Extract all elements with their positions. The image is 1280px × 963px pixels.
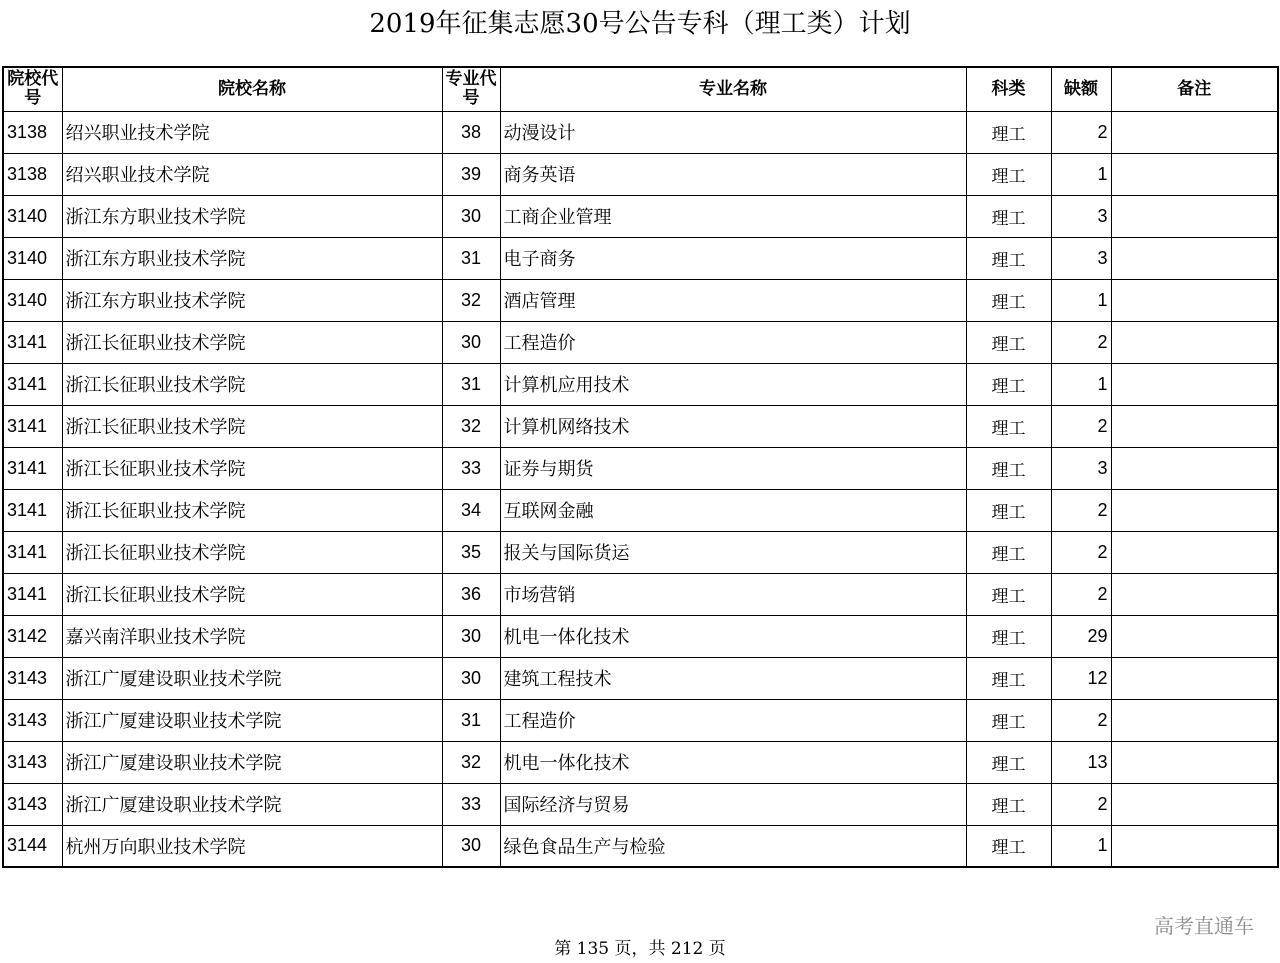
cell-vacancies: 2 xyxy=(1051,405,1111,447)
cell-major-name: 酒店管理 xyxy=(500,279,966,321)
cell-category: 理工 xyxy=(966,321,1051,363)
cell-school-name: 浙江东方职业技术学院 xyxy=(62,237,442,279)
cell-major-code: 34 xyxy=(442,489,500,531)
cell-remarks xyxy=(1111,447,1278,489)
cell-major-code: 30 xyxy=(442,195,500,237)
cell-major-code: 38 xyxy=(442,111,500,153)
cell-major-name: 建筑工程技术 xyxy=(500,657,966,699)
watermark-text: 高考直通车 xyxy=(1154,914,1254,938)
cell-major-code: 31 xyxy=(442,363,500,405)
cell-remarks xyxy=(1111,405,1278,447)
cell-school-code: 3140 xyxy=(3,237,62,279)
cell-vacancies: 2 xyxy=(1051,489,1111,531)
cell-school-name: 浙江长征职业技术学院 xyxy=(62,447,442,489)
cell-school-code: 3141 xyxy=(3,321,62,363)
cell-vacancies: 1 xyxy=(1051,279,1111,321)
cell-remarks xyxy=(1111,531,1278,573)
table-row xyxy=(3,321,1278,363)
table-row xyxy=(3,363,1278,405)
cell-category: 理工 xyxy=(966,195,1051,237)
cell-major-name: 商务英语 xyxy=(500,153,966,195)
cell-school-code: 3140 xyxy=(3,195,62,237)
cell-school-name: 浙江广厦建设职业技术学院 xyxy=(62,657,442,699)
cell-school-name: 绍兴职业技术学院 xyxy=(62,153,442,195)
cell-school-name: 浙江长征职业技术学院 xyxy=(62,321,442,363)
cell-remarks xyxy=(1111,699,1278,741)
cell-vacancies: 13 xyxy=(1051,741,1111,783)
cell-category: 理工 xyxy=(966,279,1051,321)
document-title: 2019年征集志愿30号公告专科（理工类）计划 xyxy=(369,9,911,39)
cell-major-name: 工程造价 xyxy=(500,321,966,363)
cell-major-name: 国际经济与贸易 xyxy=(500,783,966,825)
cell-remarks xyxy=(1111,153,1278,195)
table-row xyxy=(3,405,1278,447)
table-row xyxy=(3,699,1278,741)
cell-school-code: 3141 xyxy=(3,405,62,447)
table-header xyxy=(3,67,1278,111)
cell-category: 理工 xyxy=(966,363,1051,405)
cell-school-name: 浙江长征职业技术学院 xyxy=(62,531,442,573)
cell-category: 理工 xyxy=(966,447,1051,489)
cell-vacancies: 1 xyxy=(1051,825,1111,867)
cell-school-name: 浙江长征职业技术学院 xyxy=(62,489,442,531)
cell-vacancies: 1 xyxy=(1051,153,1111,195)
cell-school-name: 浙江东方职业技术学院 xyxy=(62,279,442,321)
cell-school-name: 浙江长征职业技术学院 xyxy=(62,573,442,615)
cell-major-name: 机电一体化技术 xyxy=(500,615,966,657)
cell-major-code: 35 xyxy=(442,531,500,573)
cell-major-name: 市场营销 xyxy=(500,573,966,615)
cell-major-name: 工程造价 xyxy=(500,699,966,741)
cell-remarks xyxy=(1111,363,1278,405)
table-row xyxy=(3,783,1278,825)
cell-school-code: 3141 xyxy=(3,363,62,405)
cell-school-name: 绍兴职业技术学院 xyxy=(62,111,442,153)
cell-remarks xyxy=(1111,825,1278,867)
header-vacancies: 缺额 xyxy=(1051,67,1111,111)
cell-major-code: 32 xyxy=(442,279,500,321)
cell-remarks xyxy=(1111,111,1278,153)
cell-category: 理工 xyxy=(966,573,1051,615)
header-remarks: 备注 xyxy=(1111,67,1278,111)
header-major-name: 专业名称 xyxy=(500,67,966,111)
cell-major-code: 30 xyxy=(442,657,500,699)
cell-major-name: 电子商务 xyxy=(500,237,966,279)
cell-vacancies: 2 xyxy=(1051,699,1111,741)
cell-category: 理工 xyxy=(966,405,1051,447)
cell-school-code: 3143 xyxy=(3,699,62,741)
cell-category: 理工 xyxy=(966,783,1051,825)
header-major-code: 专业代号 xyxy=(442,67,500,111)
cell-school-code: 3141 xyxy=(3,447,62,489)
enrollment-plan-table xyxy=(2,66,1279,868)
cell-major-name: 互联网金融 xyxy=(500,489,966,531)
cell-vacancies: 29 xyxy=(1051,615,1111,657)
cell-major-code: 32 xyxy=(442,741,500,783)
table-row xyxy=(3,531,1278,573)
cell-school-code: 3143 xyxy=(3,657,62,699)
table-row xyxy=(3,657,1278,699)
cell-major-code: 30 xyxy=(442,321,500,363)
header-row xyxy=(3,67,1278,111)
cell-school-name: 浙江广厦建设职业技术学院 xyxy=(62,699,442,741)
cell-vacancies: 2 xyxy=(1051,111,1111,153)
cell-major-code: 36 xyxy=(442,573,500,615)
cell-remarks xyxy=(1111,237,1278,279)
cell-school-name: 浙江广厦建设职业技术学院 xyxy=(62,741,442,783)
table-row xyxy=(3,279,1278,321)
cell-school-code: 3143 xyxy=(3,741,62,783)
cell-major-name: 计算机应用技术 xyxy=(500,363,966,405)
cell-vacancies: 2 xyxy=(1051,321,1111,363)
cell-school-code: 3141 xyxy=(3,531,62,573)
cell-vacancies: 2 xyxy=(1051,783,1111,825)
cell-school-code: 3143 xyxy=(3,783,62,825)
cell-major-code: 32 xyxy=(442,405,500,447)
cell-school-code: 3138 xyxy=(3,153,62,195)
cell-school-name: 嘉兴南洋职业技术学院 xyxy=(62,615,442,657)
cell-category: 理工 xyxy=(966,615,1051,657)
cell-major-name: 证券与期货 xyxy=(500,447,966,489)
cell-school-code: 3140 xyxy=(3,279,62,321)
header-category: 科类 xyxy=(966,67,1051,111)
table-row xyxy=(3,153,1278,195)
cell-school-code: 3141 xyxy=(3,573,62,615)
cell-major-code: 39 xyxy=(442,153,500,195)
header-school-code: 院校代号 xyxy=(3,67,62,111)
cell-category: 理工 xyxy=(966,531,1051,573)
cell-category: 理工 xyxy=(966,741,1051,783)
page-footer: 第 135 页，共 212 页 xyxy=(554,939,726,959)
table-body xyxy=(3,111,1278,867)
cell-vacancies: 12 xyxy=(1051,657,1111,699)
table-row xyxy=(3,573,1278,615)
cell-remarks xyxy=(1111,279,1278,321)
cell-remarks xyxy=(1111,195,1278,237)
cell-vacancies: 1 xyxy=(1051,363,1111,405)
table-row xyxy=(3,489,1278,531)
cell-major-name: 计算机网络技术 xyxy=(500,405,966,447)
cell-vacancies: 3 xyxy=(1051,237,1111,279)
cell-major-code: 33 xyxy=(442,783,500,825)
cell-major-code: 33 xyxy=(442,447,500,489)
table-row xyxy=(3,825,1278,867)
cell-major-name: 机电一体化技术 xyxy=(500,741,966,783)
cell-remarks xyxy=(1111,657,1278,699)
table-row xyxy=(3,741,1278,783)
cell-category: 理工 xyxy=(966,657,1051,699)
cell-remarks xyxy=(1111,615,1278,657)
cell-school-name: 浙江东方职业技术学院 xyxy=(62,195,442,237)
cell-major-name: 报关与国际货运 xyxy=(500,531,966,573)
cell-school-code: 3144 xyxy=(3,825,62,867)
cell-major-code: 30 xyxy=(442,615,500,657)
cell-category: 理工 xyxy=(966,111,1051,153)
cell-category: 理工 xyxy=(966,153,1051,195)
table-row xyxy=(3,237,1278,279)
table-row xyxy=(3,615,1278,657)
cell-vacancies: 2 xyxy=(1051,573,1111,615)
cell-vacancies: 3 xyxy=(1051,195,1111,237)
cell-major-code: 30 xyxy=(442,825,500,867)
cell-remarks xyxy=(1111,741,1278,783)
table-row xyxy=(3,447,1278,489)
cell-major-name: 工商企业管理 xyxy=(500,195,966,237)
cell-category: 理工 xyxy=(966,489,1051,531)
header-school-name: 院校名称 xyxy=(62,67,442,111)
table-row xyxy=(3,195,1278,237)
cell-school-code: 3138 xyxy=(3,111,62,153)
cell-category: 理工 xyxy=(966,699,1051,741)
cell-major-code: 31 xyxy=(442,699,500,741)
cell-major-name: 绿色食品生产与检验 xyxy=(500,825,966,867)
cell-category: 理工 xyxy=(966,825,1051,867)
cell-major-name: 动漫设计 xyxy=(500,111,966,153)
cell-school-code: 3141 xyxy=(3,489,62,531)
cell-remarks xyxy=(1111,321,1278,363)
cell-remarks xyxy=(1111,783,1278,825)
table-row xyxy=(3,111,1278,153)
cell-remarks xyxy=(1111,573,1278,615)
cell-school-name: 浙江广厦建设职业技术学院 xyxy=(62,783,442,825)
cell-major-code: 31 xyxy=(442,237,500,279)
cell-school-name: 浙江长征职业技术学院 xyxy=(62,405,442,447)
cell-school-name: 杭州万向职业技术学院 xyxy=(62,825,442,867)
cell-category: 理工 xyxy=(966,237,1051,279)
cell-school-code: 3142 xyxy=(3,615,62,657)
cell-vacancies: 3 xyxy=(1051,447,1111,489)
cell-vacancies: 2 xyxy=(1051,531,1111,573)
cell-remarks xyxy=(1111,489,1278,531)
cell-school-name: 浙江长征职业技术学院 xyxy=(62,363,442,405)
